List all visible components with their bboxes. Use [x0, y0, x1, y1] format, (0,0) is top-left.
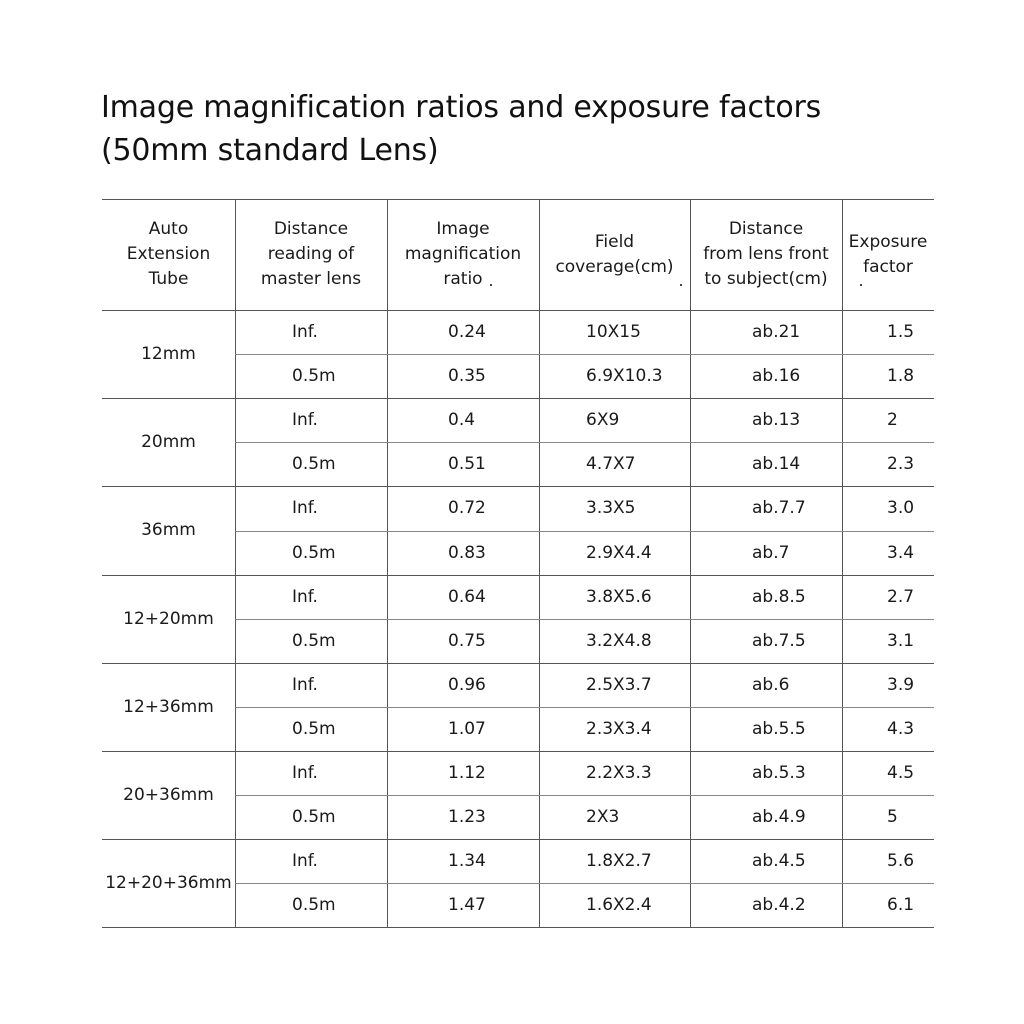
table-cell-subject: ab.7.5 — [752, 630, 806, 651]
table-cell-distance: Inf. — [292, 498, 318, 519]
table-cell-ratio: 0.64 — [448, 586, 486, 607]
table-cell-distance: 0.5m — [292, 630, 336, 651]
table-cell-field: 3.2X4.8 — [586, 630, 652, 651]
column-header — [539, 199, 690, 310]
table-cell-distance: 0.5m — [292, 718, 336, 739]
column-header — [235, 199, 387, 310]
table-cell-ratio: 1.23 — [448, 807, 486, 828]
table-cell-subject: ab.8.5 — [752, 586, 806, 607]
table-cell-subject: ab.5.5 — [752, 718, 806, 739]
table-cell-exposure: 3.0 — [887, 498, 915, 519]
table-cell-subject: ab.7 — [752, 542, 790, 563]
table-cell-distance: Inf. — [292, 851, 318, 872]
column-header — [102, 199, 235, 310]
stray-dot — [680, 284, 682, 286]
column-divider — [387, 199, 388, 927]
column-header-label: Distance from lens front to subject(cm) — [703, 219, 829, 289]
table-cell-subject: ab.21 — [752, 322, 801, 343]
table-cell-ratio: 0.4 — [448, 410, 476, 431]
table-cell-field: 2.5X3.7 — [586, 674, 652, 695]
table-cell-subject: ab.16 — [752, 366, 801, 387]
table-cell-ratio: 0.51 — [448, 454, 486, 475]
table-cell-field: 2.9X4.4 — [586, 542, 652, 563]
table-cell-ratio: 0.75 — [448, 630, 486, 651]
table-cell-distance: Inf. — [292, 410, 318, 431]
table-cell-exposure: 4.5 — [887, 763, 915, 784]
table-cell-field: 3.3X5 — [586, 498, 636, 519]
column-header-label: Distance reading of master lens — [260, 219, 362, 289]
table-cell-exposure: 2 — [887, 410, 898, 431]
extension-tube-label: 12+36mm — [123, 696, 214, 717]
row-divider — [235, 442, 934, 443]
table-cell-exposure: 6.1 — [887, 895, 915, 916]
table-cell-field: 2.2X3.3 — [586, 763, 652, 784]
column-header — [387, 199, 539, 310]
table-cell-field: 2.3X3.4 — [586, 718, 652, 739]
row-divider — [235, 354, 934, 355]
column-divider — [539, 199, 540, 927]
column-divider — [235, 199, 236, 927]
table-cell-subject: ab.4.5 — [752, 851, 806, 872]
table-cell-exposure: 1.8 — [887, 366, 915, 387]
title-line-2: (50mm standard Lens) — [101, 133, 439, 168]
table-cell-exposure: 2.7 — [887, 586, 915, 607]
table-cell-field: 1.6X2.4 — [586, 895, 652, 916]
table-cell-distance: 0.5m — [292, 895, 336, 916]
row-divider — [235, 795, 934, 796]
row-divider — [235, 883, 934, 884]
group-divider — [102, 927, 934, 928]
table-cell-ratio: 0.35 — [448, 366, 486, 387]
table-cell-subject: ab.7.7 — [752, 498, 806, 519]
table-cell-exposure: 2.3 — [887, 454, 915, 475]
table-cell-exposure: 5.6 — [887, 851, 915, 872]
table-cell-ratio: 0.72 — [448, 498, 486, 519]
column-header-label: Image magnification ratio — [404, 219, 522, 289]
table-cell-distance: Inf. — [292, 586, 318, 607]
table-cell-field: 6.9X10.3 — [586, 366, 663, 387]
row-divider — [235, 531, 934, 532]
magnification-table — [102, 199, 934, 929]
table-cell-ratio: 0.83 — [448, 542, 486, 563]
extension-tube-label: 12mm — [141, 344, 196, 365]
row-divider — [235, 707, 934, 708]
column-header — [842, 199, 934, 310]
extension-tube-label: 20mm — [141, 432, 196, 453]
table-cell-distance: Inf. — [292, 674, 318, 695]
extension-tube-label: 12+20+36mm — [105, 873, 232, 894]
column-header — [690, 199, 842, 310]
table-cell-ratio: 0.96 — [448, 674, 486, 695]
table-cell-subject: ab.14 — [752, 454, 801, 475]
row-divider — [235, 619, 934, 620]
table-cell-subject: ab.6 — [752, 674, 790, 695]
table-cell-ratio: 1.47 — [448, 895, 486, 916]
table-cell-distance: 0.5m — [292, 454, 336, 475]
stray-dot — [860, 284, 862, 286]
title-line-1: Image magnification ratios and exposure factors — [101, 90, 822, 125]
table-cell-distance: Inf. — [292, 763, 318, 784]
table-cell-exposure: 4.3 — [887, 718, 915, 739]
column-header-label: Field coverage(cm) — [555, 231, 674, 277]
table-cell-ratio: 1.12 — [448, 763, 486, 784]
table-cell-field: 6X9 — [586, 410, 620, 431]
table-cell-exposure: 5 — [887, 807, 898, 828]
table-cell-exposure: 3.9 — [887, 674, 915, 695]
table-cell-subject: ab.13 — [752, 410, 801, 431]
table-cell-subject: ab.4.2 — [752, 895, 806, 916]
table-cell-exposure: 1.5 — [887, 322, 915, 343]
column-header-label: Exposure factor — [848, 231, 928, 277]
table-cell-distance: 0.5m — [292, 542, 336, 563]
table-cell-exposure: 3.1 — [887, 630, 915, 651]
stray-dot — [490, 284, 492, 286]
table-cell-ratio: 1.34 — [448, 851, 486, 872]
column-divider — [842, 199, 843, 927]
table-cell-subject: ab.4.9 — [752, 807, 806, 828]
table-cell-exposure: 3.4 — [887, 542, 915, 563]
table-cell-field: 2X3 — [586, 807, 620, 828]
table-cell-ratio: 1.07 — [448, 718, 486, 739]
page-title — [101, 86, 821, 172]
extension-tube-label: 12+20mm — [123, 608, 214, 629]
column-divider — [690, 199, 691, 927]
table-cell-field: 3.8X5.6 — [586, 586, 652, 607]
table-cell-distance: Inf. — [292, 322, 318, 343]
extension-tube-label: 20+36mm — [123, 785, 214, 806]
extension-tube-label: 36mm — [141, 520, 196, 541]
table-cell-ratio: 0.24 — [448, 322, 486, 343]
table-cell-field: 4.7X7 — [586, 454, 636, 475]
table-cell-field: 1.8X2.7 — [586, 851, 652, 872]
table-cell-field: 10X15 — [586, 322, 641, 343]
table-cell-distance: 0.5m — [292, 807, 336, 828]
column-header-label: Auto Extension Tube — [126, 219, 211, 289]
table-cell-subject: ab.5.3 — [752, 763, 806, 784]
table-cell-distance: 0.5m — [292, 366, 336, 387]
